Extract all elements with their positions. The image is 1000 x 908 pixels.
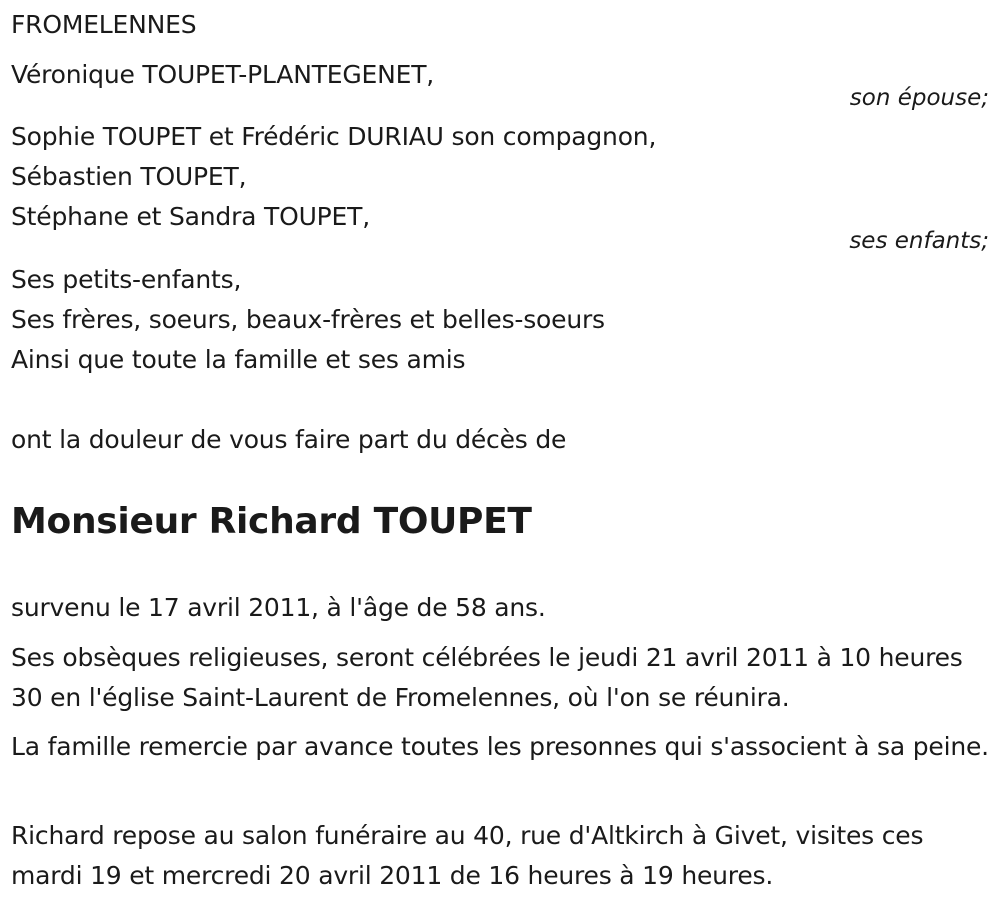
- deceased-name: Monsieur Richard TOUPET: [11, 501, 532, 542]
- detail-paragraph: survenu le 17 avril 2011, à l'âge de 58 ans.: [11, 593, 546, 622]
- location-heading: FROMELENNES: [11, 10, 197, 39]
- children-role: ses enfants;: [849, 228, 989, 254]
- spouse-role: son épouse;: [849, 85, 989, 111]
- child-line: Sébastien TOUPET,: [11, 162, 247, 191]
- child-line: Stéphane et Sandra TOUPET,: [11, 202, 370, 231]
- announcement-text: ont la douleur de vous faire part du décès de: [11, 425, 567, 454]
- spouse-name: Véronique TOUPET-PLANTEGENET,: [11, 60, 435, 89]
- obituary-notice: [11, 0, 989, 908]
- child-line: Sophie TOUPET et Frédéric DURIAU son compagnon,: [11, 122, 657, 151]
- family-line: Ses frères, soeurs, beaux-frères et belles-soeurs: [11, 305, 605, 334]
- detail-paragraph: La famille remercie par avance toutes les presonnes qui s'associent à sa peine.: [11, 732, 989, 761]
- family-line: Ainsi que toute la famille et ses amis: [11, 345, 466, 374]
- family-line: Ses petits-enfants,: [11, 265, 242, 294]
- detail-paragraph: Ses obsèques religieuses, seront célébrées le jeudi 21 avril 2011 à 10 heures 30 en l'église Saint-Laurent de Fromelennes, où l'on se réunira.: [11, 643, 963, 712]
- detail-paragraph: Richard repose au salon funéraire au 40, rue d'Altkirch à Givet, visites ces mardi 19 et mercredi 20 avril 2011 de 16 heures à 19 heures.: [11, 821, 924, 890]
